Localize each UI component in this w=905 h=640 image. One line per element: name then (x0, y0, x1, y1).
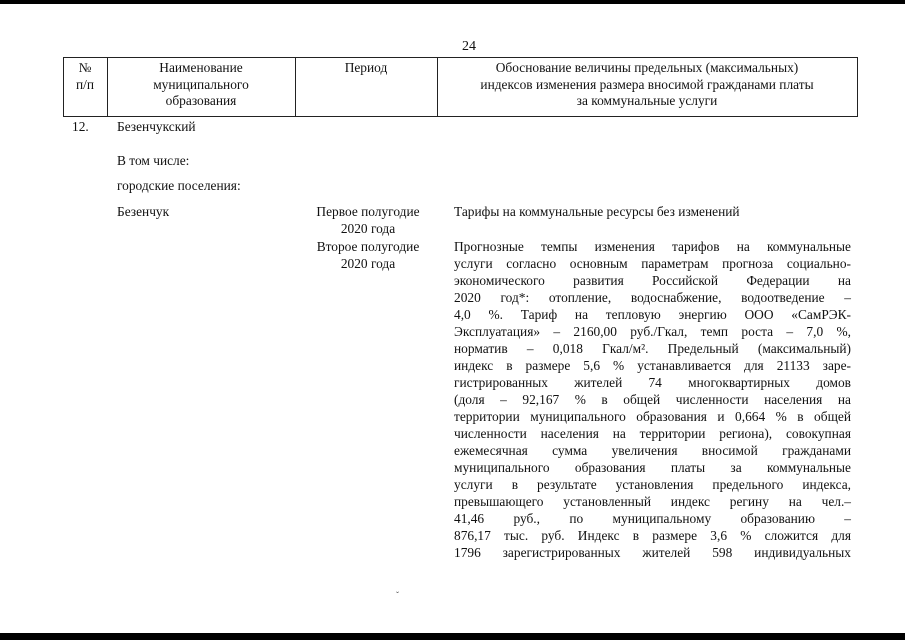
header-period-column (295, 60, 437, 77)
period-line: 2020 года (340, 256, 396, 271)
header-cell-line: за коммунальные услуги (576, 93, 718, 108)
header-cell-line: Обоснование величины предельных (максимальных) (495, 60, 799, 75)
header-cell-line: № (78, 60, 92, 75)
period-line: 2020 года (340, 221, 396, 236)
justification-line: Эксплуатация» – 2160,00 руб./Гкал, темп роста – 7,0 %, (454, 324, 851, 339)
header-cell-line: Период (344, 60, 388, 75)
period-line: Первое полугодие (316, 204, 420, 219)
justification-line: 41,46 руб., по муниципальному образованию – (454, 511, 851, 526)
header-cell-line: п/п (75, 76, 95, 92)
justification-line: 4,0 %. Тариф на тепловую энергию ООО «СамРЭК- (454, 307, 851, 322)
justification-line: превышающего установленный индекс регину на чел.– (454, 494, 851, 509)
justification-line: ежемесячная сумма увеличения вносимой гражданами (454, 443, 851, 458)
including-label: В том числе: (117, 153, 190, 168)
justification-line: (доля – 92,167 % в общей численности населения на (454, 392, 851, 407)
justification-line: индекс в размере 5,6 % устанавливается для 21133 заре- (454, 358, 851, 373)
tariff-unchanged-text: Тарифы на коммунальные ресурсы без изменений (454, 204, 740, 219)
justification-line: численности населения на территории региона), совокупная (454, 426, 851, 441)
justification-line: услуги согласно основным параметрам прогноза социально- (454, 256, 851, 271)
header-divider (857, 57, 858, 116)
justification-line: 2020 год*: отопление, водоснабжение, водоотведение – (454, 290, 851, 305)
header-cell-line: Наименование (159, 60, 243, 75)
justification-line: услуги в результате установления предельного индекса, (454, 477, 851, 492)
justification-line: гистрированных жителей 74 многоквартирных домов (454, 375, 851, 390)
justification-line: Прогнозные темпы изменения тарифов на коммунальные (454, 239, 851, 254)
period-first-half (305, 203, 431, 237)
settlement-name: Безенчук (117, 204, 170, 219)
justification-line: территории муниципального образования и 0,664 % в общей (454, 409, 851, 424)
justification-line: 876,17 тыс. руб. Индекс в размере 3,6 % сложится для (454, 528, 851, 543)
municipality-name: Безенчукский (117, 119, 196, 134)
justification-line: 1796 зарегистрированных жителей 598 индивидуальных (454, 545, 851, 560)
scan-speck: ˇ (396, 590, 399, 600)
urban-settlements-label: городские поселения: (117, 178, 241, 193)
page-top-border (0, 0, 905, 4)
header-cell-line: образования (165, 93, 237, 108)
page-number: 24 (462, 39, 476, 54)
header-cell-line: муниципального (153, 76, 249, 92)
justification-line: муниципального образования платы за коммунальные (454, 460, 851, 475)
row-number: 12. (72, 119, 89, 134)
header-number-column (63, 60, 107, 93)
period-line: Второе полугодие (316, 239, 420, 254)
justification-line: экономического развития Российской Федерации на (454, 273, 851, 288)
justification-line: норматив – 0,018 Гкал/м². Предельный (максимальный) (454, 341, 851, 356)
page-bottom-border (0, 633, 905, 640)
header-cell-line: индексов изменения размера вносимой гражданами платы (480, 76, 814, 92)
period-second-half (305, 238, 431, 272)
header-municipality-column (107, 60, 295, 110)
header-justification-column (437, 60, 857, 110)
